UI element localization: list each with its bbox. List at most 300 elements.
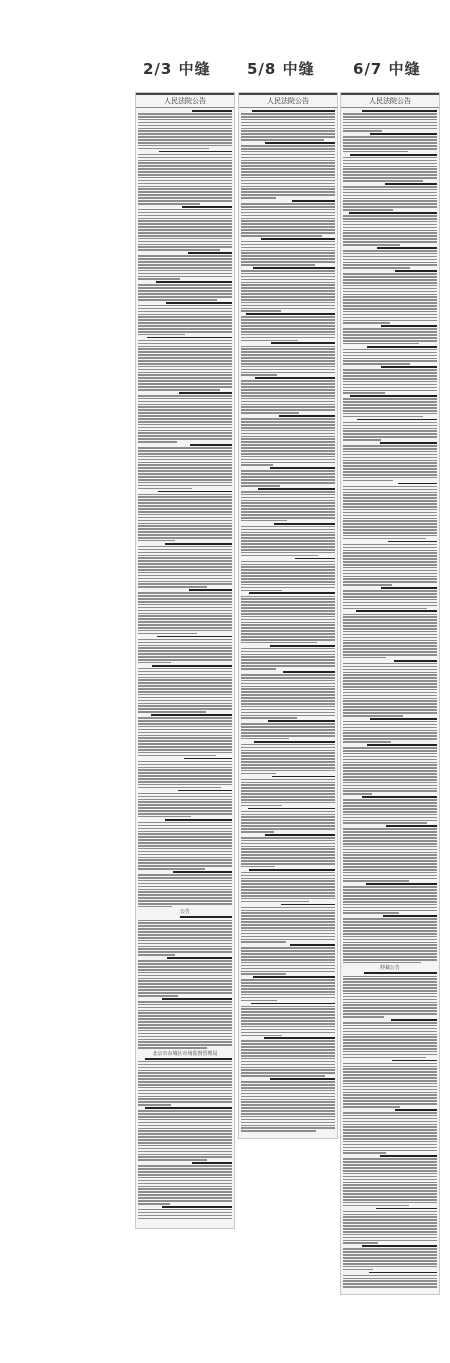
notice-text-line xyxy=(241,654,335,656)
notice-text-line xyxy=(138,735,232,737)
notice-text-line xyxy=(241,302,335,304)
notice-text-line xyxy=(241,1125,335,1127)
section-title: 公告 xyxy=(179,909,190,916)
notice-text-line xyxy=(343,1199,437,1201)
notice-text-line xyxy=(138,1130,232,1132)
notice-text-line xyxy=(343,314,437,316)
notice-text-line xyxy=(138,828,232,830)
notice-text-line xyxy=(241,537,335,539)
notice-text-line xyxy=(343,709,437,711)
notice-text-line xyxy=(138,389,220,391)
notice-text-line xyxy=(241,572,335,574)
notice-text-line xyxy=(343,267,410,269)
notice-text-line xyxy=(138,793,232,795)
notice-text-line xyxy=(343,558,437,560)
notice-text-line xyxy=(138,889,232,891)
notice-text-line xyxy=(343,512,437,514)
notice-text-line xyxy=(138,906,172,908)
notice-text-line xyxy=(138,1197,232,1199)
notice-text-line xyxy=(241,680,335,682)
notice-text-line xyxy=(343,311,437,313)
notice-text-line xyxy=(343,448,437,450)
notice-text-line xyxy=(138,836,232,838)
notice-text-line xyxy=(138,450,232,452)
notice-text-line xyxy=(241,186,335,188)
notice-text-line xyxy=(343,712,437,714)
notice-text-line xyxy=(343,689,437,691)
notice-text-line xyxy=(343,320,437,322)
notice-text-line xyxy=(138,421,232,423)
notice-text-line xyxy=(343,500,437,502)
notice-text-line xyxy=(241,782,335,784)
notice-text-line xyxy=(343,846,437,848)
notice-text-line xyxy=(241,758,335,760)
notice-text-line xyxy=(343,238,437,240)
notice-heading xyxy=(192,1162,232,1164)
notice-text-line xyxy=(138,528,232,530)
notice-text-line xyxy=(241,220,335,222)
notice-text-line xyxy=(138,488,192,490)
notice-text-line xyxy=(138,708,232,710)
notice-text-line xyxy=(343,1100,437,1102)
notice-text-line xyxy=(343,715,403,717)
notice-text-line xyxy=(343,294,437,296)
column-header-2: 人民法院公告 xyxy=(239,93,337,108)
notice-text-line xyxy=(138,537,232,539)
notice-text-line xyxy=(343,227,437,229)
notice-text-line xyxy=(138,296,232,298)
notice-text-line xyxy=(343,139,437,141)
notice-text-line xyxy=(138,311,232,313)
notice-text-line xyxy=(343,735,437,737)
notice-text-line xyxy=(138,531,232,533)
notice-text-line xyxy=(138,418,232,420)
notice-text-line xyxy=(138,1113,232,1115)
notice-text-line xyxy=(138,1075,232,1077)
notice-text-line xyxy=(241,409,335,411)
notice-text-line xyxy=(138,264,232,266)
notice-text-line xyxy=(343,398,437,400)
notice-text-line xyxy=(343,753,437,755)
notice-text-line xyxy=(343,340,437,342)
column-header-1: 人民法院公告 xyxy=(136,93,234,108)
notice-text-line xyxy=(343,692,437,694)
notice-text-line xyxy=(138,395,232,397)
notice-text-line xyxy=(343,1016,384,1018)
notice-text-line xyxy=(343,605,437,607)
notice-text-line xyxy=(343,637,437,639)
notice-heading xyxy=(147,337,232,339)
notice-text-line xyxy=(343,762,437,764)
notice-heading xyxy=(179,392,232,394)
notice-text-line xyxy=(343,921,437,923)
notice-text-line xyxy=(138,246,232,248)
notice-text-line xyxy=(241,805,282,807)
notice-text-line xyxy=(343,872,437,874)
notice-text-line xyxy=(138,624,232,626)
notice-text-line xyxy=(241,450,335,452)
notice-text-line xyxy=(138,258,232,260)
notice-text-line xyxy=(241,587,335,589)
notice-text-line xyxy=(343,221,437,223)
notice-text-line xyxy=(241,854,335,856)
notice-heading xyxy=(165,543,232,545)
notice-heading xyxy=(255,377,335,379)
notice-text-line xyxy=(241,941,286,943)
notice-text-line xyxy=(138,671,232,673)
notice-text-line xyxy=(241,683,335,685)
notice-text-line xyxy=(343,642,437,644)
notice-text-line xyxy=(343,724,437,726)
notice-text-line xyxy=(343,322,390,324)
notice-text-line xyxy=(138,877,232,879)
notice-text-line xyxy=(241,607,335,609)
notice-text-line xyxy=(343,454,437,456)
notice-text-line xyxy=(138,276,232,278)
notice-text-line xyxy=(343,241,437,243)
notice-text-line xyxy=(241,694,335,696)
notice-text-line xyxy=(343,849,437,851)
notice-text-line xyxy=(343,331,437,333)
notice-text-line xyxy=(138,1180,232,1182)
notice-text-line xyxy=(241,464,273,466)
notice-text-line xyxy=(138,1093,232,1095)
notice-text-line xyxy=(343,953,437,955)
notice-text-line xyxy=(138,963,232,965)
notice-text-line xyxy=(138,328,232,330)
notice-text-line xyxy=(343,1092,437,1094)
notice-text-line xyxy=(138,1033,232,1035)
notice-text-line xyxy=(138,284,232,286)
notice-text-line xyxy=(343,936,437,938)
notice-text-line xyxy=(138,377,232,379)
notice-text-line xyxy=(138,366,232,368)
notice-text-line xyxy=(343,195,437,197)
notice-text-line xyxy=(241,1017,335,1019)
notice-text-line xyxy=(138,473,232,475)
notice-text-line xyxy=(138,569,232,571)
notice-text-line xyxy=(343,631,437,633)
notice-text-line xyxy=(343,130,382,132)
notice-text-line xyxy=(241,1110,335,1112)
notice-text-line xyxy=(138,694,232,696)
notice-text-line xyxy=(343,779,437,781)
notice-text-line xyxy=(343,119,437,121)
notice-text-line xyxy=(241,787,335,789)
notice-text-line xyxy=(343,372,437,374)
notice-text-line xyxy=(343,959,437,961)
notice-text-line xyxy=(343,854,437,856)
notice-text-line xyxy=(241,1081,335,1083)
notice-text-line xyxy=(138,592,232,594)
notice-text-line xyxy=(138,249,220,251)
notice-text-line xyxy=(241,165,335,167)
notice-text-line xyxy=(241,581,335,583)
notice-heading xyxy=(166,302,232,304)
notice-text-line xyxy=(343,250,437,252)
notice-text-line xyxy=(241,328,335,330)
notice-text-line xyxy=(138,685,232,687)
notice-text-line xyxy=(241,305,335,307)
notice-text-line xyxy=(343,730,437,732)
notice-text-line xyxy=(241,456,335,458)
notice-text-line xyxy=(241,1119,335,1121)
notice-text-line xyxy=(343,1135,437,1137)
notice-text-line xyxy=(138,372,232,374)
notice-text-line xyxy=(241,840,335,842)
notice-text-line xyxy=(138,157,232,159)
notice-text-line xyxy=(138,1090,232,1092)
notice-text-line xyxy=(138,969,232,971)
notice-text-line xyxy=(138,1024,232,1026)
notice-text-line xyxy=(241,1008,335,1010)
notice-text-line xyxy=(241,956,335,958)
notice-text-line xyxy=(138,656,232,658)
notice-text-line xyxy=(138,607,232,609)
notice-heading xyxy=(173,871,233,873)
notice-text-line xyxy=(241,1061,335,1063)
notice-heading xyxy=(270,1078,335,1080)
notice-text-line xyxy=(343,555,437,557)
notice-text-line xyxy=(241,1096,335,1098)
notice-text-line xyxy=(138,113,232,115)
notice-text-line xyxy=(343,160,437,162)
notice-text-line xyxy=(343,596,437,598)
notice-text-line xyxy=(343,616,437,618)
notice-text-line xyxy=(138,697,232,699)
notice-text-line xyxy=(138,1119,232,1121)
notice-text-line xyxy=(138,948,232,950)
notice-text-line xyxy=(138,540,175,542)
notice-text-line xyxy=(138,401,232,403)
notice-text-line xyxy=(343,1129,437,1131)
notice-text-line xyxy=(138,351,232,353)
notice-text-line xyxy=(241,880,335,882)
notice-text-line xyxy=(138,348,232,350)
notice-text-line xyxy=(138,235,232,237)
notice-text-line xyxy=(138,630,232,632)
notice-text-line xyxy=(343,1034,437,1036)
notice-text-line xyxy=(241,1040,335,1042)
notice-text-line xyxy=(343,1089,437,1091)
notice-text-line xyxy=(241,502,335,504)
notice-text-line xyxy=(343,767,437,769)
notice-heading xyxy=(162,1206,232,1208)
notice-heading xyxy=(350,154,437,156)
notice-text-line xyxy=(138,1194,232,1196)
notice-text-line xyxy=(241,441,335,443)
notice-text-line xyxy=(343,764,437,766)
notice-heading xyxy=(386,825,437,827)
notice-text-line xyxy=(343,1257,437,1259)
notice-text-line xyxy=(138,951,232,953)
notice-text-line xyxy=(343,1176,437,1178)
notice-text-line xyxy=(138,1101,232,1103)
notice-text-line xyxy=(241,767,335,769)
notice-text-line xyxy=(241,700,335,702)
notice-text-line xyxy=(343,860,437,862)
notice-heading xyxy=(192,110,232,112)
notice-text-line xyxy=(241,374,277,376)
notice-text-line xyxy=(138,346,232,348)
notice-text-line xyxy=(241,997,335,999)
notice-text-line xyxy=(343,451,437,453)
notice-heading xyxy=(395,270,437,272)
notice-text-line xyxy=(138,705,232,707)
notice-text-line xyxy=(343,1234,437,1236)
notice-text-line xyxy=(241,659,335,661)
notice-text-line xyxy=(343,407,437,409)
notice-text-line xyxy=(241,814,335,816)
notice-text-line xyxy=(343,898,437,900)
notice-text-line xyxy=(138,775,232,777)
notice-text-line xyxy=(138,343,232,345)
notice-text-line xyxy=(138,128,232,130)
notice-text-line xyxy=(241,194,335,196)
notice-heading xyxy=(167,957,232,959)
notice-text-line xyxy=(138,1067,232,1069)
notice-text-line xyxy=(241,962,335,964)
notice-text-line xyxy=(241,851,335,853)
notice-text-line xyxy=(138,566,232,568)
notice-text-line xyxy=(241,697,335,699)
notice-text-line xyxy=(241,1087,335,1089)
notice-text-line xyxy=(241,325,335,327)
notice-text-line xyxy=(343,573,437,575)
notice-text-line xyxy=(138,1148,232,1150)
notice-text-line xyxy=(138,1168,232,1170)
notice-text-line xyxy=(343,907,437,909)
notice-text-line xyxy=(343,186,437,188)
notice-text-line xyxy=(138,807,232,809)
notice-text-line xyxy=(138,1218,232,1220)
notice-text-line xyxy=(343,654,437,656)
notice-text-line xyxy=(138,438,232,440)
notice-text-line xyxy=(138,374,232,376)
notice-text-line xyxy=(138,357,232,359)
notice-heading xyxy=(385,183,437,185)
notice-text-line xyxy=(138,633,197,635)
notice-text-line xyxy=(343,1158,437,1160)
notice-text-line xyxy=(138,415,232,417)
notice-text-line xyxy=(343,474,437,476)
notice-text-line xyxy=(241,334,335,336)
notice-text-line xyxy=(138,1044,232,1046)
notice-text-line xyxy=(343,640,437,642)
notice-text-line xyxy=(343,822,427,824)
notice-text-line xyxy=(138,424,232,426)
notice-text-line xyxy=(343,529,437,531)
notice-text-line xyxy=(343,224,437,226)
notice-text-line xyxy=(241,433,335,435)
notice-text-line xyxy=(343,1004,437,1006)
notice-text-line xyxy=(138,241,232,243)
notice-heading xyxy=(290,944,335,946)
notice-text-line xyxy=(343,1179,437,1181)
notice-text-line xyxy=(138,799,232,801)
notice-text-line xyxy=(138,136,232,138)
notice-text-line xyxy=(241,662,335,664)
notice-text-line xyxy=(343,1141,437,1143)
notice-text-line xyxy=(343,422,437,424)
notice-text-line xyxy=(138,1098,232,1100)
notice-text-line xyxy=(241,907,335,909)
notice-text-line xyxy=(138,354,232,356)
notice-text-line xyxy=(138,865,232,867)
notice-text-line xyxy=(138,293,232,295)
notice-heading xyxy=(253,267,335,269)
notice-text-line xyxy=(241,1014,335,1016)
notice-text-line xyxy=(241,622,335,624)
notice-text-line xyxy=(343,680,437,682)
notice-text-line xyxy=(343,1103,437,1105)
notice-text-line xyxy=(343,880,409,882)
notice-heading xyxy=(366,883,437,885)
notice-text-line xyxy=(343,1205,409,1207)
notice-heading xyxy=(279,415,335,417)
notice-text-line xyxy=(138,1154,232,1156)
notice-heading xyxy=(281,904,335,906)
notice-text-line xyxy=(343,1278,437,1280)
notice-text-line xyxy=(241,215,335,217)
notice-text-line xyxy=(343,828,437,830)
notice-heading xyxy=(367,744,437,746)
notice-text-line xyxy=(343,1048,437,1050)
notice-text-line xyxy=(241,575,335,577)
notice-text-line xyxy=(343,608,427,610)
notice-text-line xyxy=(241,744,335,746)
notice-text-line xyxy=(241,264,315,266)
notice-text-line xyxy=(138,209,232,211)
section-title: 仲裁公告 xyxy=(379,965,400,972)
notice-text-line xyxy=(241,764,335,766)
notice-text-line xyxy=(343,1266,437,1268)
notice-text-line xyxy=(241,151,335,153)
notice-text-line xyxy=(343,378,437,380)
notice-text-line xyxy=(138,331,232,333)
notice-text-line xyxy=(343,1263,437,1265)
notice-text-line xyxy=(241,1006,335,1008)
notice-text-line xyxy=(138,645,232,647)
notice-text-line xyxy=(241,982,335,984)
notice-heading xyxy=(270,645,335,647)
notice-text-line xyxy=(138,218,232,220)
notice-text-line xyxy=(138,525,232,527)
notice-text-line xyxy=(343,457,437,459)
notice-heading xyxy=(376,1208,437,1210)
notice-heading xyxy=(392,1060,437,1062)
notice-text-line xyxy=(241,1067,335,1069)
notice-text-line xyxy=(138,180,232,182)
notice-text-line xyxy=(343,1219,437,1221)
notice-text-line xyxy=(138,273,232,275)
notice-text-line xyxy=(241,543,335,545)
notice-text-line xyxy=(138,409,232,411)
notice-text-line xyxy=(138,220,232,222)
notice-text-line xyxy=(343,628,437,630)
notice-text-line xyxy=(343,1214,437,1216)
notice-text-line xyxy=(241,691,335,693)
notice-text-line xyxy=(343,984,437,986)
notice-text-line xyxy=(343,581,437,583)
notice-text-line xyxy=(138,845,232,847)
notice-heading xyxy=(152,665,232,667)
notice-text-line xyxy=(343,288,437,290)
notice-text-line xyxy=(343,337,437,339)
notice-text-line xyxy=(138,316,232,318)
notice-text-line xyxy=(138,523,232,525)
notice-text-line xyxy=(241,1055,335,1057)
